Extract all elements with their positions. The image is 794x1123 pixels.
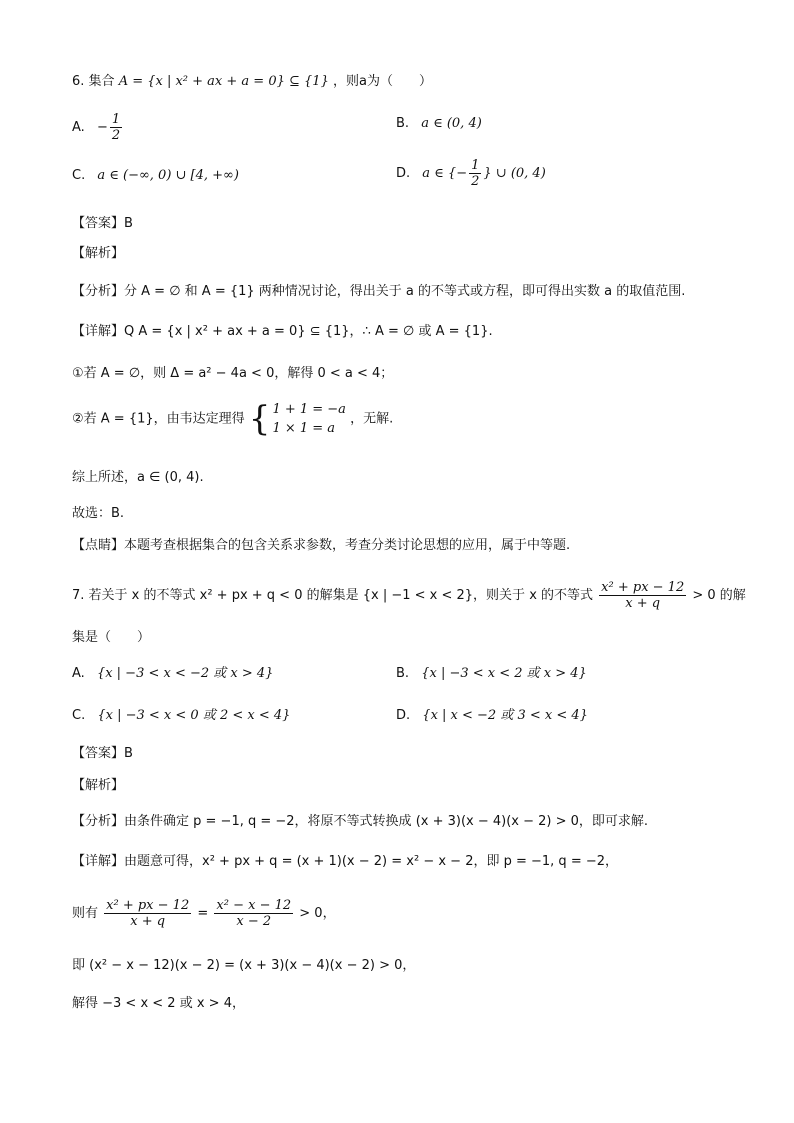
q6-analysis-tag: 【解析】: [72, 246, 125, 261]
q6-option-d-prefix: a ∈ {−: [422, 166, 468, 181]
q6-choose: [72, 504, 124, 524]
q7-step1-num1: x² + px − 12: [106, 898, 190, 913]
q6-stem: [72, 72, 432, 92]
q7-step1-fraction-1: [104, 898, 191, 929]
q6-answer: [72, 214, 133, 234]
q7-option-b: [396, 664, 587, 684]
q6-dianjing: [72, 536, 570, 556]
q6-fenxi-tag: 【分析】: [72, 284, 125, 299]
q7-option-d: [396, 706, 588, 726]
q6-case2-system: [249, 400, 346, 438]
q6-option-a-label: A.: [72, 120, 85, 135]
q7-step3-text: 解得 −3 < x < 2 或 x > 4，: [72, 996, 245, 1011]
q7-option-d-label: D.: [396, 708, 411, 723]
q6-option-d-num: 1: [471, 158, 480, 173]
q6-option-d: [396, 158, 546, 189]
q7-option-b-label: B.: [396, 666, 410, 681]
q6-option-c: [72, 166, 239, 186]
q6-option-a-num: 1: [111, 112, 121, 127]
q7-answer-value: B: [124, 746, 133, 761]
q7-answer: [72, 744, 133, 764]
q7-stem-prefix: 7. 若关于 x 的不等式 x² + px + q < 0 的解集是 {x | −1 < x < 2}，则关于 x 的不等式: [72, 588, 594, 603]
q6-xiangjie-tag: 【详解】: [72, 324, 125, 339]
q6-xiangjie: [72, 322, 493, 342]
q6-option-a-den: 2: [111, 128, 121, 143]
left-brace-icon: {: [248, 399, 271, 439]
q6-option-d-suffix: } ∪ (0, 4): [483, 166, 546, 181]
q6-fenxi: [72, 282, 685, 302]
q6-option-d-fraction: [469, 158, 481, 189]
q7-option-b-value: {x | −3 < x < 2 或 x > 4}: [421, 666, 587, 681]
q7-step1-den2: x − 2: [236, 914, 272, 929]
q7-option-d-value: {x | x < −2 或 3 < x < 4}: [422, 708, 588, 723]
q6-case2-suffix: ，无解.: [350, 411, 394, 427]
q6-option-b-value: a ∈ (0, 4): [421, 116, 482, 131]
q7-analysis-heading: [72, 776, 124, 796]
q7-xiangjie-text: 由题意可得，x² + px + q = (x + 1)(x − 2) = x² − x − 2，即 p = −1, q = −2，: [124, 854, 619, 869]
q7-fenxi-tag: 【分析】: [72, 814, 125, 829]
q7-step1: [72, 898, 336, 929]
q6-xiangjie-text: Q A = {x | x² + ax + a = 0} ⊆ {1}，∴ A = ∅ 或 A = {1}.: [124, 324, 493, 339]
q7-option-c-value: {x | −3 < x < 0 或 2 < x < 4}: [97, 708, 291, 723]
q6-case2-prefix: ②若 A = {1}，由韦达定理得: [72, 411, 245, 427]
q7-stem-line2-text: 集是（ ）: [72, 630, 151, 645]
q7-stem-fraction: [599, 580, 686, 611]
q7-option-a-value: {x | −3 < x < −2 或 x > 4}: [96, 666, 274, 681]
q6-case2: [72, 400, 393, 438]
q6-dianjing-text: 本题考查根据集合的包含关系求参数，考查分类讨论思想的应用，属于中等题.: [124, 538, 571, 553]
q6-case2-row1: 1 + 1 = −a: [272, 402, 346, 417]
q7-step1-num2: x² − x − 12: [216, 898, 292, 913]
q6-option-a-fraction: [110, 112, 122, 143]
q6-case1: [72, 364, 393, 384]
q7-step1-fraction-2: [214, 898, 293, 929]
q7-step2: [72, 956, 415, 976]
q6-option-d-label: D.: [396, 166, 411, 181]
q6-stem-prefix: 6. 集合: [72, 74, 115, 89]
q7-stem-frac-den: x + q: [625, 596, 661, 611]
q7-fenxi: [72, 812, 648, 832]
q6-option-c-value: a ∈ (−∞, 0) ∪ [4, +∞): [97, 168, 239, 183]
q7-option-c: [72, 706, 290, 726]
q7-xiangjie-tag: 【详解】: [72, 854, 125, 869]
q6-option-a: [72, 112, 124, 143]
q7-step2-text: 即 (x² − x − 12)(x − 2) = (x + 3)(x − 4)(x − 2) > 0，: [72, 958, 416, 973]
q7-answer-tag: 【答案】: [72, 746, 125, 761]
q6-answer-value: B: [124, 216, 133, 231]
q6-option-b-label: B.: [396, 116, 410, 131]
q7-stem: [72, 580, 746, 611]
q6-answer-tag: 【答案】: [72, 216, 125, 231]
q6-option-d-den: 2: [471, 174, 480, 189]
q7-option-a-label: A.: [72, 666, 85, 681]
q7-step1-eq: =: [197, 906, 209, 921]
q6-choose-text: 故选：B.: [72, 506, 125, 521]
q6-option-a-minus: −: [96, 120, 108, 135]
q6-stem-math: A = {x | x² + ax + a = 0} ⊆ {1}: [118, 74, 329, 89]
q7-step3: [72, 994, 245, 1014]
q7-stem-frac-num: x² + px − 12: [601, 580, 685, 595]
q6-fenxi-text: 分 A = ∅ 和 A = {1} 两种情况讨论，得出关于 a 的不等式或方程，即可得出实数 a 的取值范围.: [124, 284, 686, 299]
q6-summary: [72, 468, 204, 488]
q7-stem-line2: [72, 628, 150, 648]
q7-stem-suffix: > 0 的解: [692, 588, 746, 603]
q7-fenxi-text: 由条件确定 p = −1, q = −2，将原不等式转换成 (x + 3)(x − 4)(x − 2) > 0，即可求解.: [124, 814, 649, 829]
q7-analysis-tag: 【解析】: [72, 778, 125, 793]
q6-option-c-label: C.: [72, 168, 86, 183]
q7-step1-den1: x + q: [130, 914, 166, 929]
q6-case2-row2: 1 × 1 = a: [272, 421, 336, 436]
q6-case1-text: ①若 A = ∅，则 Δ = a² − 4a < 0，解得 0 < a < 4；: [72, 366, 394, 381]
q6-dianjing-tag: 【点睛】: [72, 538, 125, 553]
q7-step1-prefix: 则有: [72, 906, 99, 921]
q7-step1-suffix: > 0，: [299, 906, 336, 921]
q7-option-c-label: C.: [72, 708, 86, 723]
q6-summary-text: 综上所述，a ∈ (0, 4).: [72, 470, 204, 485]
q6-stem-suffix: ，则a为（ ）: [332, 74, 432, 89]
q7-xiangjie: [72, 852, 618, 872]
q7-option-a: [72, 664, 273, 684]
q6-analysis-heading: [72, 244, 124, 264]
q6-option-b: [396, 114, 482, 134]
